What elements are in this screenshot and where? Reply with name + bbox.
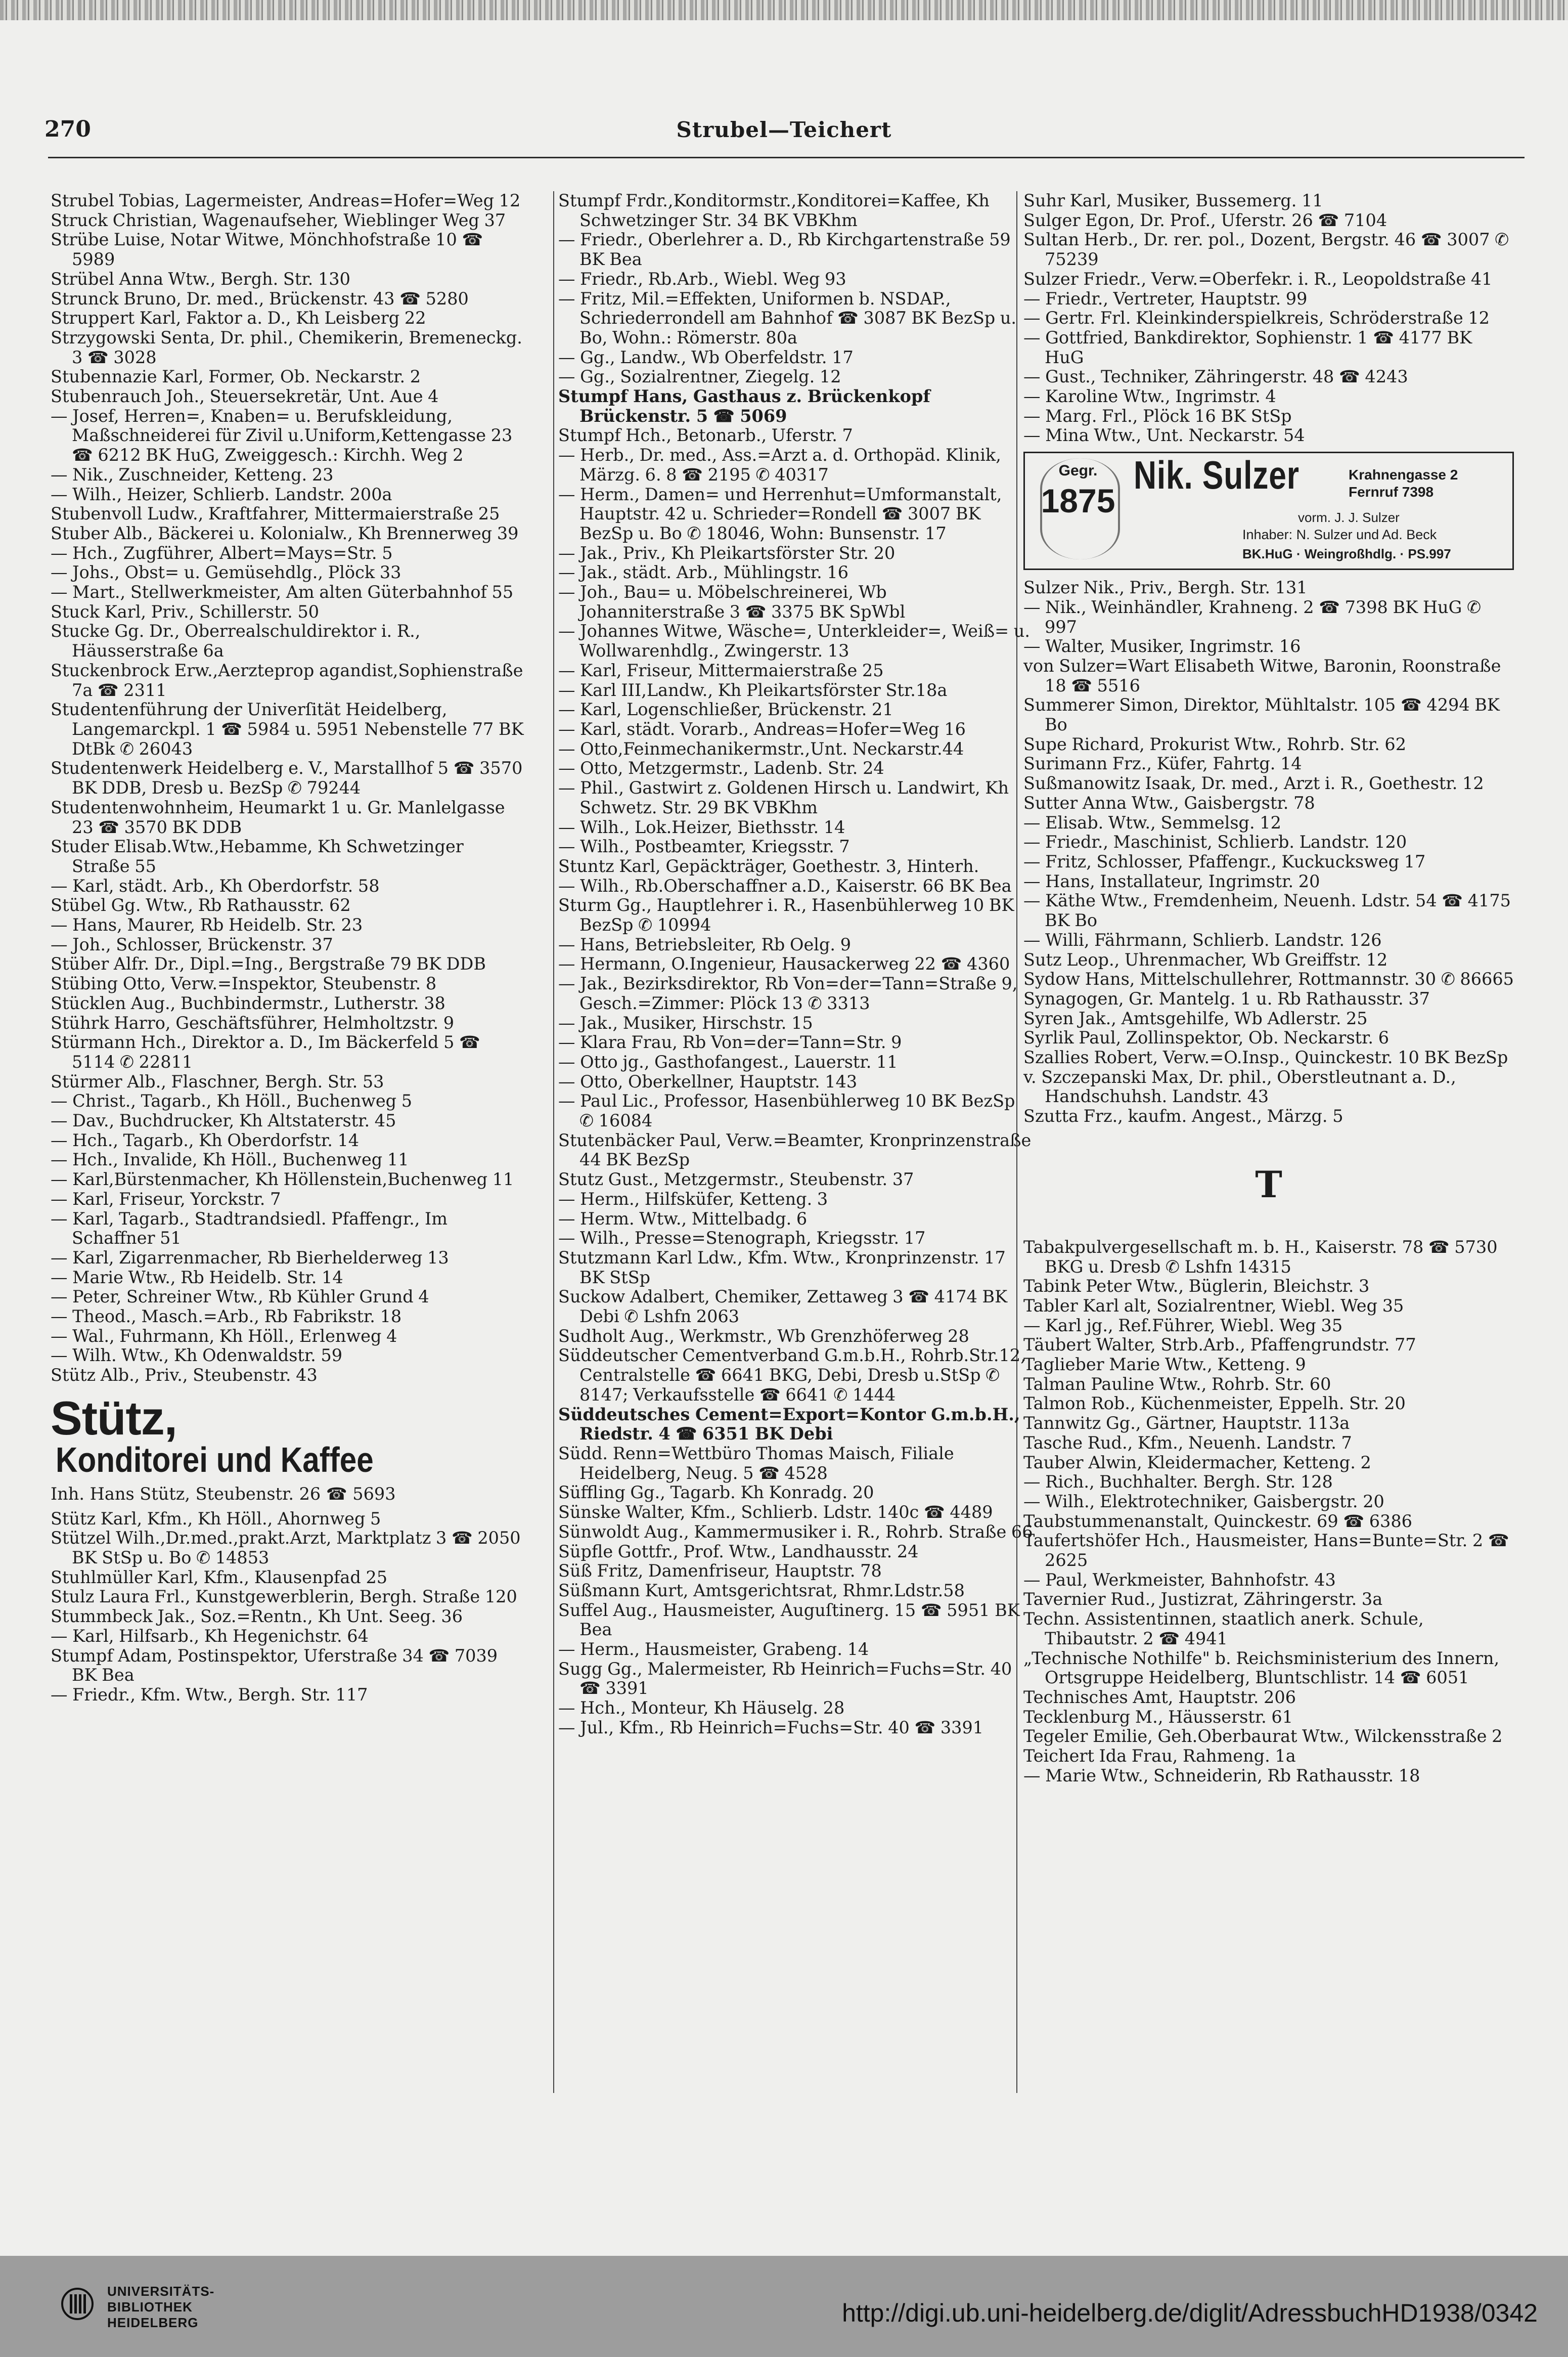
- directory-entry: Sutter Anna Wtw., Gaisbergstr. 78: [1023, 793, 1315, 813]
- sulzer-advertisement: [1023, 452, 1514, 570]
- ad-phone: Fernruf 7398: [1349, 484, 1434, 500]
- ad-owners: Inhaber: N. Sulzer und Ad. Beck: [1242, 527, 1437, 543]
- seal-year: 1875: [1041, 482, 1115, 519]
- directory-entry: — Joh., Bau= u. Möbelschreinerei, Wb Johanniterstraße 3 ☎ 3375 BK SpWbl: [558, 582, 906, 622]
- directory-entry: — Nik., Weinhändler, Krahneng. 2 ☎ 7398 BK HuG ✆ 997: [1023, 597, 1482, 637]
- directory-entry: — Friedr., Rb.Arb., Wiebl. Weg 93: [558, 269, 846, 289]
- directory-entry: — Hch., Zugführer, Albert=Mays=Str. 5: [51, 543, 393, 563]
- directory-entry: Taufertshöfer Hch., Hausmeister, Hans=Bunte=Str. 2 ☎ 2625: [1023, 1531, 1509, 1570]
- directory-entry: Techn. Assistentinnen, staatlich anerk. Schule, Thibautstr. 2 ☎ 4941: [1023, 1609, 1424, 1648]
- footer-bar: [0, 2256, 1568, 2357]
- library-name-line: UNIVERSITÄTS-: [107, 2284, 215, 2299]
- directory-entry: Stuck Karl, Priv., Schillerstr. 50: [51, 601, 320, 622]
- directory-entry: — Gust., Techniker, Zähringerstr. 48 ☎ 4243: [1023, 367, 1408, 387]
- directory-entry: Teichert Ida Frau, Rahmeng. 1a: [1023, 1746, 1296, 1766]
- directory-entry: — Hch., Invalide, Kh Höll., Buchenweg 11: [51, 1150, 409, 1170]
- directory-entry: — Hch., Monteur, Kh Häuselg. 28: [558, 1698, 845, 1718]
- ad-owner-line: Inh. Hans Stütz, Steubenstr. 26 ☎ 5693: [51, 1483, 396, 1504]
- directory-entry: — Paul, Werkmeister, Bahnhofstr. 43: [1023, 1569, 1336, 1590]
- directory-entry: — Hch., Tagarb., Kh Oberdorfstr. 14: [51, 1130, 360, 1150]
- seal-gegr: Gegr.: [1058, 462, 1098, 479]
- directory-entry: — Willi, Fährmann, Schlierb. Landstr. 126: [1023, 930, 1382, 950]
- directory-entry: — Wilh., Heizer, Schlierb. Landstr. 200a: [51, 484, 392, 504]
- directory-entry: Stührk Harro, Geschäftsführer, Helmholtzstr. 9: [51, 1013, 455, 1033]
- directory-entry: Strunck Bruno, Dr. med., Brückenstr. 43 ☎ 5280: [51, 288, 469, 309]
- directory-entry: — Gg., Sozialrentner, Ziegelg. 12: [558, 367, 841, 387]
- directory-entry: Strzygowski Senta, Dr. phil., Chemikerin, Bremeneckg. 3 ☎ 3028: [51, 327, 522, 367]
- directory-entry: — Karl III,Landw., Kh Pleikartsförster Str.18a: [558, 680, 948, 700]
- directory-entry: Stumpf Adam, Postinspektor, Uferstraße 34 ☎ 7039 BK Bea: [51, 1645, 498, 1685]
- directory-entry: Suffel Aug., Hausmeister, Auguſtinerg. 15 ☎ 5951 BK Bea: [558, 1600, 1020, 1640]
- entry-list: [1023, 1238, 1514, 1786]
- directory-entry: — Herm., Damen= und Herrenhut=Umformanstalt, Hauptstr. 42 u. Schrieder=Rondell ☎ 3007 BK BezSp u. Bo ✆ 18046, Wohn: Bunsenstr. 17: [558, 484, 1002, 543]
- middle-column: [558, 191, 1034, 2103]
- directory-entry: — Fritz, Mil.=Effekten, Uniformen b. NSDAP., Schriederrondell am Bahnhof ☎ 3087 BK BezSp u. Bo, Wohn.: Römerstr. 80a: [558, 288, 1017, 347]
- directory-entry: Studentenführung der Univerſität Heidelberg, Langemarckpl. 1 ☎ 5984 u. 5951 Nebenstelle 77 BK DtBk ✆ 26043: [51, 700, 524, 759]
- directory-entry: Stutenbäcker Paul, Verw.=Beamter, Kronprinzenstraße 44 BK BezSp: [558, 1130, 1032, 1170]
- directory-entry: — Christ., Tagarb., Kh Höll., Buchenweg 5: [51, 1091, 413, 1111]
- directory-entry: Süßmann Kurt, Amtsgerichtsrat, Rhmr.Ldstr.58: [558, 1580, 965, 1600]
- directory-entry: Sudholt Aug., Werkmstr., Wb Grenzhöferweg 28: [558, 1326, 969, 1346]
- directory-entry: Strübe Luise, Notar Witwe, Mönchhofstraße 10 ☎ 5989: [51, 230, 483, 270]
- directory-entry: — Friedr., Vertreter, Hauptstr. 99: [1023, 288, 1308, 309]
- directory-entry: Stubenvoll Ludw., Kraftfahrer, Mittermaierstraße 25: [51, 504, 500, 524]
- directory-entry: von Sulzer=Wart Elisabeth Witwe, Baronin, Roonstraße 18 ☎ 5516: [1023, 656, 1501, 695]
- directory-entry: Sünwoldt Aug., Kammermusiker i. R., Rohrb. Straße 66: [558, 1521, 1033, 1542]
- directory-entry: Stutz Gust., Metzgermstr., Steubenstr. 37: [558, 1169, 914, 1190]
- directory-entry: — Johannes Witwe, Wäsche=, Unterkleider=, Weiß= u. Wollwarenhdlg., Zwingerstr. 13: [558, 621, 1031, 661]
- directory-entry: — Karl, Friseur, Yorckstr. 7: [51, 1189, 281, 1209]
- directory-entry: — Karl, städt. Arb., Kh Oberdorfstr. 58: [51, 876, 380, 896]
- directory-entry: — Hans, Maurer, Rb Heidelb. Str. 23: [51, 915, 363, 935]
- directory-entry: — Theod., Masch.=Arb., Rb Fabrikstr. 18: [51, 1306, 402, 1327]
- directory-entry: — Karoline Wtw., Ingrimstr. 4: [1023, 386, 1276, 407]
- directory-entry: Stütz Alb., Priv., Steubenstr. 43: [51, 1365, 318, 1385]
- directory-entry: Taglieber Marie Wtw., Ketteng. 9: [1023, 1355, 1306, 1375]
- directory-entry: Tegeler Emilie, Geh.Oberbaurat Wtw., Wilckensstraße 2: [1023, 1726, 1503, 1747]
- directory-entry: Süddeutsches Cement=Export=Kontor G.m.b.H., Riedstr. 4 ☎ 6351 BK Debi: [558, 1404, 1020, 1444]
- directory-entry: — Peter, Schreiner Wtw., Rb Kühler Grund 4: [51, 1287, 429, 1307]
- directory-entry: — Herm., Hausmeister, Grabeng. 14: [558, 1639, 869, 1660]
- directory-entry: Sturm Gg., Hauptlehrer i. R., Hasenbühlerweg 10 BK BezSp ✆ 10994: [558, 895, 1014, 935]
- directory-entry: — Gertr. Frl. Kleinkinderspielkreis, Schröderstraße 12: [1023, 308, 1490, 328]
- directory-entry: Täubert Walter, Strb.Arb., Pfaffengrundstr. 77: [1023, 1335, 1416, 1355]
- directory-entry: — Nik., Zuschneider, Ketteng. 23: [51, 464, 334, 485]
- directory-entry: — Wilh., Rb.Oberschaffner a.D., Kaiserstr. 66 BK Bea: [558, 876, 1012, 896]
- directory-entry: — Josef, Herren=, Knaben= u. Berufskleidung, Maßschneiderei für Zivil u.Uniform,Kettengasse 23 ☎ 6212 BK HuG, Zweiggesch.: Kirchh. Weg 2: [51, 406, 513, 465]
- directory-entry: Stübel Gg. Wtw., Rb Rathausstr. 62: [51, 895, 351, 915]
- directory-entry: Strubel Tobias, Lagermeister, Andreas=Hofer=Weg 12: [51, 191, 521, 210]
- entry-list: [51, 1509, 526, 1705]
- directory-entry: Sulger Egon, Dr. Prof., Uferstr. 26 ☎ 7104: [1023, 210, 1387, 230]
- directory-entry: Studentenwohnheim, Heumarkt 1 u. Gr. Manlelgasse 23 ☎ 3570 BK DDB: [51, 797, 505, 837]
- directory-entry: — Karl, städt. Vorarb., Andreas=Hofer=Weg 16: [558, 719, 966, 739]
- directory-entry: Stucke Gg. Dr., Oberrealschuldirektor i. R., Häusserstraße 6a: [51, 621, 421, 661]
- ad-street: Krahnengasse 2: [1349, 467, 1458, 483]
- directory-entry: Tasche Rud., Kfm., Neuenh. Landstr. 7: [1023, 1432, 1352, 1453]
- directory-entry: — Marie Wtw., Rb Heidelb. Str. 14: [51, 1267, 343, 1287]
- directory-entry: — Wilh., Postbeamter, Kriegsstr. 7: [558, 837, 850, 857]
- directory-entry: Stumpf Frdr.,Konditormstr.,Konditorei=Kaffee, Kh Schwetzinger Str. 34 BK VBKhm: [558, 191, 990, 230]
- directory-entry: Syrlik Paul, Zollinspektor, Ob. Neckarstr. 6: [1023, 1028, 1390, 1048]
- directory-entry: Surimann Frz., Küfer, Fahrtg. 14: [1023, 754, 1302, 774]
- directory-entry: — Jak., Musiker, Hirschstr. 15: [558, 1013, 813, 1033]
- directory-entry: — Wal., Fuhrmann, Kh Höll., Erlenweg 4: [51, 1326, 397, 1346]
- directory-entry: — Joh., Schlosser, Brückenstr. 37: [51, 934, 333, 954]
- directory-entry: Sußmanowitz Isaak, Dr. med., Arzt i. R., Goethestr. 12: [1023, 773, 1484, 794]
- directory-entry: Stütz Karl, Kfm., Kh Höll., Ahornweg 5: [51, 1508, 381, 1529]
- directory-entry: Suhr Karl, Musiker, Bussemerg. 11: [1023, 191, 1323, 210]
- column-divider: [553, 191, 554, 2093]
- directory-entry: Suckow Adalbert, Chemiker, Zettaweg 3 ☎ 4174 BK Debi ✆ Lshfn 2063: [558, 1287, 1008, 1327]
- directory-entry: — Walter, Musiker, Ingrimstr. 16: [1023, 636, 1301, 657]
- directory-entry: Sydow Hans, Mittelschullehrer, Rottmannstr. 30 ✆ 86665: [1023, 969, 1514, 989]
- left-column: [51, 191, 526, 2103]
- directory-entry: — Otto,Feinmechanikermstr.,Unt. Neckarstr.44: [558, 738, 964, 759]
- directory-entry: — Gg., Landw., Wb Oberfeldstr. 17: [558, 347, 854, 367]
- directory-entry: Stumpf Hans, Gasthaus z. Brückenkopf Brückenstr. 5 ☎ 5069: [558, 386, 930, 426]
- directory-entry: Stutzmann Karl Ldw., Kfm. Wtw., Kronprinzenstr. 17 BK StSp: [558, 1247, 1006, 1287]
- ad-tagline: BK.HuG · Weingroßhdlg. · PS.997: [1242, 546, 1451, 562]
- directory-entry: — Klara Frau, Rb Von=der=Tann=Str. 9: [558, 1032, 902, 1053]
- directory-entry: — Jak., Priv., Kh Pleikartsförster Str. 20: [558, 543, 895, 563]
- directory-entry: Stuntz Karl, Gepäckträger, Goethestr. 3, Hinterh.: [558, 856, 979, 876]
- directory-entry: Syren Jak., Amtsgehilfe, Wb Adlerstr. 25: [1023, 1008, 1368, 1028]
- directory-entry: Süpfle Gottfr., Prof. Wtw., Landhausstr. 24: [558, 1541, 919, 1561]
- directory-entry: Studentenwerk Heidelberg e. V., Marstallhof 5 ☎ 3570 BK DDB, Dresb u. BezSp ✆ 79244: [51, 758, 523, 798]
- entry-list: [1023, 191, 1514, 446]
- directory-entry: Stübing Otto, Verw.=Inspektor, Steubenstr. 8: [51, 974, 437, 994]
- directory-entry: Synagogen, Gr. Mantelg. 1 u. Rb Rathausstr. 37: [1023, 988, 1430, 1009]
- directory-entry: Stuber Alb., Bäckerei u. Kolonialw., Kh Brennerweg 39: [51, 523, 519, 543]
- directory-entry: — Jul., Kfm., Rb Heinrich=Fuchs=Str. 40 ☎ 3391: [558, 1717, 984, 1737]
- ad-former-owner: vorm. J. J. Sulzer: [1298, 510, 1400, 526]
- directory-entry: Sulzer Nik., Priv., Bergh. Str. 131: [1023, 578, 1308, 598]
- directory-entry: Stürmer Alb., Flaschner, Bergh. Str. 53: [51, 1071, 384, 1092]
- scan-top-edge: [0, 0, 1568, 20]
- directory-entry: Stuckenbrock Erw.,Aerzteprop agandist,Sophienstraße 7a ☎ 2311: [51, 660, 523, 700]
- directory-entry: Tauber Alwin, Kleidermacher, Ketteng. 2: [1023, 1452, 1371, 1472]
- directory-entry: Supe Richard, Prokurist Wtw., Rohrb. Str. 62: [1023, 734, 1407, 754]
- right-column: [1023, 191, 1514, 2103]
- directory-entry: — Phil., Gastwirt z. Goldenen Hirsch u. Landwirt, Kh Schwetz. Str. 29 BK VBKhm: [558, 778, 1009, 817]
- directory-entry: — Fritz, Schlosser, Pfaffengr., Kuckucksweg 17: [1023, 851, 1426, 871]
- entry-list: [51, 191, 526, 1385]
- entry-list: [1023, 578, 1514, 1126]
- directory-entry: Sutz Leop., Uhrenmacher, Wb Greiffstr. 12: [1023, 949, 1388, 970]
- ad-address: [1349, 466, 1458, 501]
- directory-entry: — Marie Wtw., Schneiderin, Rb Rathausstr. 18: [1023, 1765, 1420, 1785]
- directory-entry: — Wilh., Lok.Heizer, Biethsstr. 14: [558, 817, 845, 837]
- directory-entry: Tannwitz Gg., Gärtner, Hauptstr. 113a: [1023, 1413, 1350, 1433]
- directory-entry: — Otto jg., Gasthofangest., Lauerstr. 11: [558, 1052, 898, 1072]
- directory-entry: — Karl, Logenschließer, Brückenstr. 21: [558, 700, 893, 720]
- directory-entry: — Käthe Wtw., Fremdenheim, Neuenh. Ldstr. 54 ☎ 4175 BK Bo: [1023, 891, 1511, 931]
- directory-entry: — Karl, Hilfsarb., Kh Hegenichstr. 64: [51, 1626, 369, 1646]
- running-head: Strubel—Teichert: [676, 117, 892, 142]
- directory-entry: — Hermann, O.Ingenieur, Hausackerweg 22 ☎ 4360: [558, 954, 1010, 974]
- directory-entry: — Otto, Oberkellner, Hauptstr. 143: [558, 1071, 858, 1092]
- directory-entry: Stürmann Hch., Direktor a. D., Im Bäckerfeld 5 ☎ 5114 ✆ 22811: [51, 1032, 480, 1072]
- directory-entry: — Wilh. Wtw., Kh Odenwaldstr. 59: [51, 1345, 343, 1366]
- directory-entry: Stulz Laura Frl., Kunstgewerblerin, Bergh. Straße 120: [51, 1587, 517, 1607]
- directory-entry: Tabink Peter Wtw., Büglerin, Bleichstr. 3: [1023, 1276, 1370, 1296]
- directory-entry: — Friedr., Maschinist, Schlierb. Landstr. 120: [1023, 832, 1407, 852]
- directory-entry: Stützel Wilh.,Dr.med.,prakt.Arzt, Marktplatz 3 ☎ 2050 BK StSp u. Bo ✆ 14853: [51, 1528, 521, 1567]
- directory-entry: Süffling Gg., Tagarb. Kh Konradg. 20: [558, 1482, 874, 1503]
- directory-entry: Tabakpulvergesellschaft m. b. H., Kaiserstr. 78 ☎ 5730 BKG u. Dresb ✆ Lshfn 14315: [1023, 1237, 1498, 1277]
- directory-entry: — Herm., Hilfsküfer, Ketteng. 3: [558, 1189, 828, 1209]
- directory-entry: — Paul Lic., Professor, Hasenbühlerweg 10 BK BezSp ✆ 16084: [558, 1091, 1015, 1131]
- directory-entry: Stubennazie Karl, Former, Ob. Neckarstr. 2: [51, 367, 421, 387]
- directory-entry: Süddeutscher Cementverband G.m.b.H., Rohrb.Str.12, Centralstelle ☎ 6641 BKG, Debi, Dresb u.StSp ✆ 8147; Verkaufsstelle ☎ 6641 ✆ 1444: [558, 1345, 1026, 1405]
- directory-entry: — Dav., Buchdrucker, Kh Altstaterstr. 45: [51, 1111, 396, 1131]
- directory-entry: — Herm. Wtw., Mittelbadg. 6: [558, 1208, 808, 1229]
- directory-entry: Sulzer Friedr., Verw.=Oberfekr. i. R., Leopoldstraße 41: [1023, 269, 1493, 289]
- directory-entry: Talman Pauline Wtw., Rohrb. Str. 60: [1023, 1374, 1331, 1394]
- directory-entry: Talmon Rob., Küchenmeister, Eppelh. Str. 20: [1023, 1393, 1406, 1414]
- directory-entry: — Karl, Zigarrenmacher, Rb Bierhelderweg 13: [51, 1247, 449, 1268]
- page-number: 270: [44, 116, 91, 142]
- stuetz-advertisement: [51, 1391, 526, 1504]
- source-url-link[interactable]: http://digi.ub.uni-heidelberg.de/diglit/AdressbuchHD1938/0342: [842, 2299, 1538, 2327]
- directory-entry: Summerer Simon, Direktor, Mühltalstr. 105 ☎ 4294 BK Bo: [1023, 695, 1500, 735]
- directory-entry: Struck Christian, Wagenaufseher, Wieblinger Weg 37: [51, 210, 506, 230]
- directory-entry: Tabler Karl alt, Sozialrentner, Wiebl. Weg 35: [1023, 1295, 1404, 1316]
- directory-entry: — Marg. Frl., Plöck 16 BK StSp: [1023, 406, 1292, 426]
- directory-entry: Stumpf Hch., Betonarb., Uferstr. 7: [558, 425, 853, 446]
- header-rule: [48, 157, 1525, 158]
- library-name: [107, 2284, 214, 2331]
- library-logo-icon: [61, 2287, 94, 2321]
- directory-entry: — Wilh., Presse=Stenograph, Kriegsstr. 17: [558, 1228, 926, 1248]
- directory-entry: Stummbeck Jak., Soz.=Rentn., Kh Unt. Seeg. 36: [51, 1606, 463, 1627]
- directory-entry: — Mina Wtw., Unt. Neckarstr. 54: [1023, 425, 1305, 446]
- directory-entry: Taubstummenanstalt, Quinckestr. 69 ☎ 6386: [1023, 1511, 1412, 1531]
- directory-entry: Tavernier Rud., Justizrat, Zähringerstr. 3a: [1023, 1589, 1383, 1609]
- directory-entry: — Gottfried, Bankdirektor, Sophienstr. 1 ☎ 4177 BK HuG: [1023, 327, 1472, 367]
- section-letter: T: [1255, 1162, 1282, 1206]
- directory-entry: Strübel Anna Wtw., Bergh. Str. 130: [51, 269, 350, 289]
- founding-seal: [1035, 461, 1121, 557]
- directory-entry: — Karl,Bürstenmacher, Kh Höllenstein,Buchenweg 11: [51, 1169, 514, 1190]
- directory-entry: — Mart., Stellwerkmeister, Am alten Güterbahnhof 55: [51, 582, 514, 602]
- directory-entry: — Hans, Betriebsleiter, Rb Oelg. 9: [558, 934, 852, 954]
- directory-entry: Studer Elisab.Wtw.,Hebamme, Kh Schwetzinger Straße 55: [51, 837, 464, 876]
- ad-slogan: Konditorei und Kaffee: [56, 1439, 374, 1479]
- directory-entry: — Jak., Bezirksdirektor, Rb Von=der=Tann=Straße 9, Gesch.=Zimmer: Plöck 13 ✆ 3313: [558, 974, 1018, 1013]
- directory-entry: Stubenrauch Joh., Steuersekretär, Unt. Aue 4: [51, 386, 439, 407]
- directory-entry: — Herb., Dr. med., Ass.=Arzt a. d. Orthopäd. Klinik, Märzg. 6. 8 ☎ 2195 ✆ 40317: [558, 445, 1001, 485]
- directory-entry: — Karl, Friseur, Mittermaierstraße 25: [558, 660, 884, 680]
- directory-entry: Tecklenburg M., Häusserstr. 61: [1023, 1707, 1293, 1727]
- library-name-line: HEIDELBERG: [107, 2315, 199, 2330]
- directory-entry: Süß Fritz, Damenfriseur, Hauptstr. 78: [558, 1561, 882, 1581]
- directory-entry: — Johs., Obst= u. Gemüsehdlg., Plöck 33: [51, 562, 401, 583]
- ad-brand: Stütz,: [51, 1391, 177, 1445]
- directory-entry: Szallies Robert, Verw.=O.Insp., Quinckestr. 10 BK BezSp: [1023, 1047, 1508, 1068]
- directory-entry: — Wilh., Elektrotechniker, Gaisbergstr. 20: [1023, 1491, 1384, 1511]
- directory-entry: — Hans, Installateur, Ingrimstr. 20: [1023, 871, 1320, 891]
- directory-entry: Südd. Renn=Wettbüro Thomas Maisch, Filiale Heidelberg, Neug. 5 ☎ 4528: [558, 1444, 954, 1483]
- directory-entry: — Otto, Metzgermstr., Ladenb. Str. 24: [558, 758, 884, 778]
- directory-entry: Sugg Gg., Malermeister, Rb Heinrich=Fuchs=Str. 40 ☎ 3391: [558, 1658, 1012, 1698]
- directory-entry: — Elisab. Wtw., Semmelsg. 12: [1023, 812, 1281, 833]
- directory-entry: Sultan Herb., Dr. rer. pol., Dozent, Bergstr. 46 ☎ 3007 ✆ 75239: [1023, 230, 1509, 270]
- directory-entry: — Jak., städt. Arb., Mühlingstr. 16: [558, 562, 849, 583]
- directory-entry: — Friedr., Kfm. Wtw., Bergh. Str. 117: [51, 1684, 368, 1705]
- directory-entry: — Karl jg., Ref.Führer, Wiebl. Weg 35: [1023, 1315, 1343, 1335]
- directory-entry: Technisches Amt, Hauptstr. 206: [1023, 1687, 1296, 1707]
- ad-company-name: Nik. Sulzer: [1134, 453, 1300, 498]
- directory-entry: „Technische Nothilfe" b. Reichsministerium des Innern, Ortsgruppe Heidelberg, Bluntschlistr. 14 ☎ 6051: [1023, 1648, 1500, 1688]
- seal-ring: [1040, 458, 1120, 559]
- directory-entry: Szutta Frz., kaufm. Angest., Märzg. 5: [1023, 1106, 1343, 1126]
- directory-entry: — Rich., Buchhalter. Bergh. Str. 128: [1023, 1472, 1333, 1492]
- directory-entry: Sünske Walter, Kfm., Schlierb. Ldstr. 140c ☎ 4489: [558, 1502, 993, 1522]
- directory-entry: — Karl, Tagarb., Stadtrandsiedl. Pfaffengr., Im Schaffner 51: [51, 1208, 448, 1248]
- directory-entry: v. Szczepanski Max, Dr. phil., Oberstleutnant a. D., Handschuhsh. Landstr. 43: [1023, 1067, 1456, 1107]
- directory-entry: Stuhlmüller Karl, Kfm., Klausenpfad 25: [51, 1567, 388, 1587]
- directory-entry: Struppert Karl, Faktor a. D., Kh Leisberg 22: [51, 308, 426, 328]
- directory-entry: Stüber Alfr. Dr., Dipl.=Ing., Bergstraße 79 BK DDB: [51, 954, 486, 974]
- directory-entry: Stücklen Aug., Buchbindermstr., Lutherstr. 38: [51, 993, 445, 1013]
- directory-entry: — Friedr., Oberlehrer a. D., Rb Kirchgartenstraße 59 BK Bea: [558, 230, 1011, 270]
- library-name-line: BIBLIOTHEK: [107, 2299, 193, 2315]
- entry-list: [558, 191, 1034, 1738]
